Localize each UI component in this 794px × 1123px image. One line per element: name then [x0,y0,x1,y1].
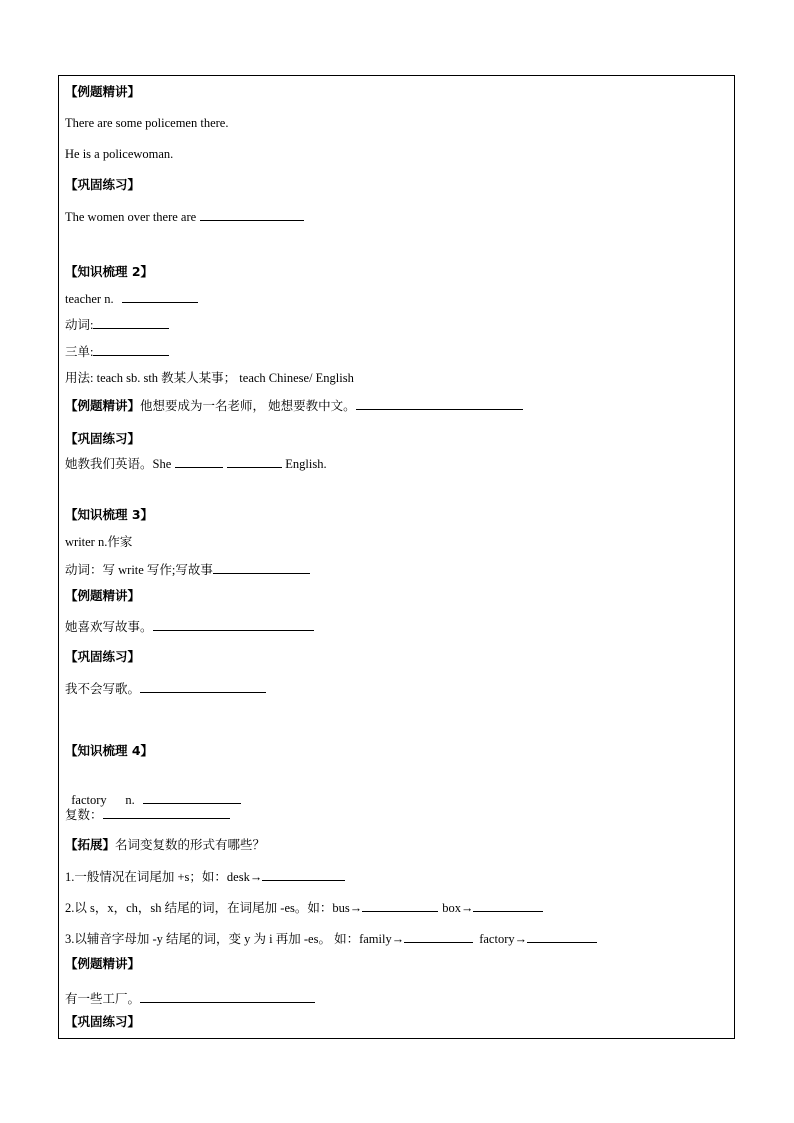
example-heading: 【例题精讲】 [65,398,141,413]
answer-blank[interactable] [140,680,266,693]
vocab-text: 动词：写 write 写作;写故事 [65,563,213,577]
prompt-text: 她喜欢写故事。 [65,620,153,634]
answer-blank[interactable] [122,290,198,303]
answer-blank[interactable] [140,990,315,1003]
extension-question: 名词变复数的形式有哪些？ [115,838,266,852]
answer-blank[interactable] [473,899,543,912]
rule-text: 1.一般情况在词尾加 +s；如：desk→ [65,870,263,884]
rule-text: box→ [442,901,474,915]
answer-blank[interactable] [200,208,304,221]
example-heading: 【例题精讲】 [65,588,141,603]
answer-blank[interactable] [153,618,314,631]
vocab-line [65,343,169,360]
prompt-text: 我不会写歌。 [65,682,141,696]
answer-blank[interactable] [356,397,523,410]
answer-blank[interactable] [175,455,223,468]
answer-blank[interactable] [527,930,597,943]
answer-blank[interactable] [227,455,282,468]
extension-line [65,837,265,853]
vocab-line [65,316,169,333]
answer-blank[interactable] [404,930,473,943]
prompt-text: 他想要成为一名老师， 她想要教中文。 [140,399,356,413]
prompt-text: The women over there are [65,210,197,224]
practice-heading: 【巩固练习】 [65,649,141,664]
answer-blank[interactable] [213,561,310,574]
prompt-text: English. [285,457,327,471]
knowledge-heading-2: 【知识梳理 2】 [65,264,154,279]
answer-blank[interactable] [103,806,230,819]
rule-line [65,899,543,916]
knowledge-heading-4: 【知识梳理 4】 [65,743,154,758]
answer-blank[interactable] [362,899,438,912]
example-heading: 【例题精讲】 [65,956,141,971]
vocab-line: writer n.作家 [65,535,133,549]
example-heading: 【例题精讲】 [65,84,141,99]
example-sentence: There are some policemen there. [65,116,229,130]
rule-text: 3.以辅音字母加 -y 结尾的词，变 y 为 i 再加 -es。 如：family→ [65,932,405,946]
vocab-text: factory n. [71,793,135,807]
vocab-text: 三单: [65,345,94,359]
extension-heading: 【拓展】 [65,837,116,852]
practice-heading: 【巩固练习】 [65,177,141,192]
example-line [65,618,314,635]
answer-blank[interactable] [262,868,345,881]
prompt-text: 她教我们英语。She [65,457,172,471]
vocab-text: teacher n. [65,292,114,306]
answer-blank[interactable] [93,316,169,329]
practice-line [65,455,327,472]
rule-line [65,868,345,885]
example-sentence: He is a policewoman. [65,147,174,161]
rule-text: 2.以 s，x，ch，sh 结尾的词，在词尾加 -es。如：bus→ [65,901,363,915]
example-line [65,397,523,414]
vocab-line [65,775,241,808]
usage-line: 用法: teach sb. sth 教某人某事； teach Chinese/ English [65,371,354,385]
practice-heading: 【巩固练习】 [65,1014,141,1029]
knowledge-heading-3: 【知识梳理 3】 [65,507,154,522]
vocab-text: 复数： [65,808,103,822]
vocab-line [65,806,230,823]
vocab-line [65,290,198,307]
rule-line [65,930,597,947]
answer-blank[interactable] [143,791,241,804]
practice-line [65,208,304,225]
example-line [65,990,315,1007]
vocab-line [65,561,310,578]
vocab-text: 动词: [65,318,94,332]
practice-heading: 【巩固练习】 [65,431,141,446]
prompt-text: 有一些工厂。 [65,992,141,1006]
practice-line [65,680,266,697]
rule-text: factory→ [479,932,528,946]
answer-blank[interactable] [93,343,169,356]
